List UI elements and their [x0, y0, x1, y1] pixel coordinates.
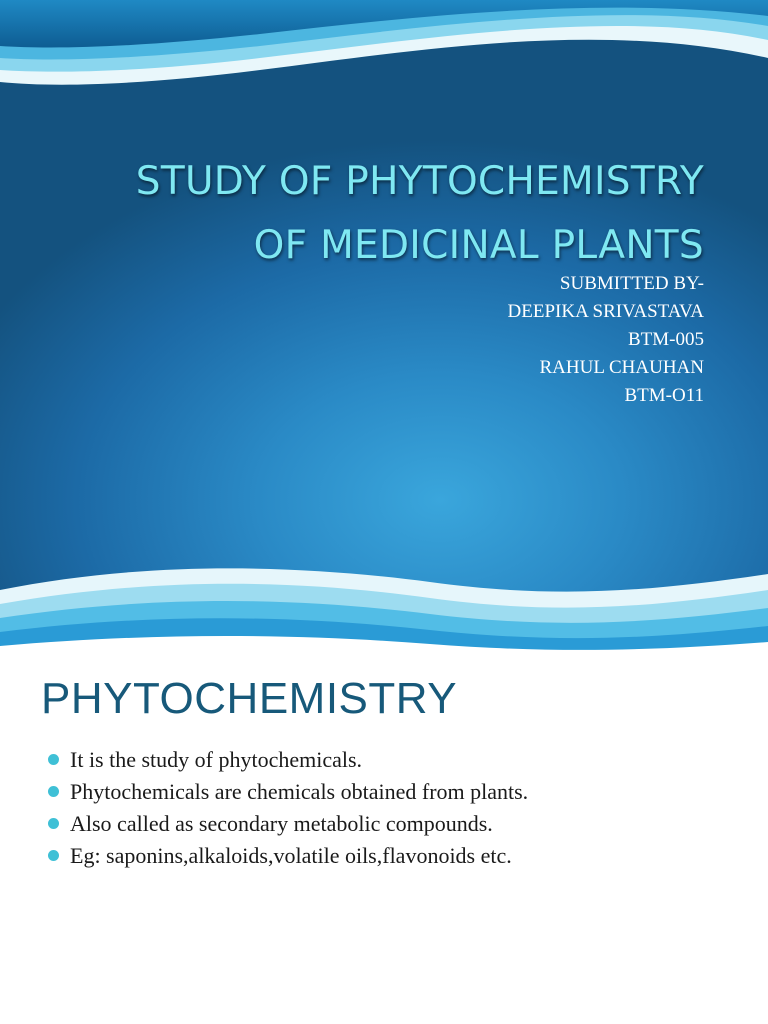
bullet-item	[48, 808, 528, 840]
content-slide	[0, 660, 768, 1024]
bullet-item	[48, 776, 528, 808]
bullet-dot-icon	[48, 754, 59, 765]
bullet-item	[48, 744, 528, 776]
author-name-1: DEEPIKA SRIVASTAVA	[507, 301, 704, 322]
bullet-list	[48, 744, 528, 872]
bullet-text: It is the study of phytochemicals.	[70, 747, 363, 772]
bullet-dot-icon	[48, 786, 59, 797]
bottom-wave-decoration	[0, 560, 768, 660]
content-heading: PHYTOCHEMISTRY	[41, 674, 458, 723]
submitted-by-label: SUBMITTED BY-	[559, 273, 704, 294]
slide-title-line-2: OF MEDICINAL PLANTS	[253, 223, 704, 268]
top-wave-decoration	[0, 0, 768, 110]
bullet-item	[48, 840, 528, 872]
bullet-dot-icon	[48, 850, 59, 861]
author-id-1: BTM-005	[628, 329, 704, 350]
bullet-text: Eg: saponins,alkaloids,volatile oils,flavonoids etc.	[70, 843, 512, 868]
submitted-by-block	[508, 270, 704, 410]
author-name-2: RAHUL CHAUHAN	[539, 357, 704, 378]
bullet-text: Also called as secondary metabolic compounds.	[70, 811, 493, 836]
slide-title	[40, 150, 704, 278]
bullet-dot-icon	[48, 818, 59, 829]
bullet-text: Phytochemicals are chemicals obtained from plants.	[70, 779, 529, 804]
slide-title-line-1: STUDY OF PHYTOCHEMISTRY	[135, 159, 704, 204]
author-id-2: BTM-O11	[624, 385, 704, 406]
